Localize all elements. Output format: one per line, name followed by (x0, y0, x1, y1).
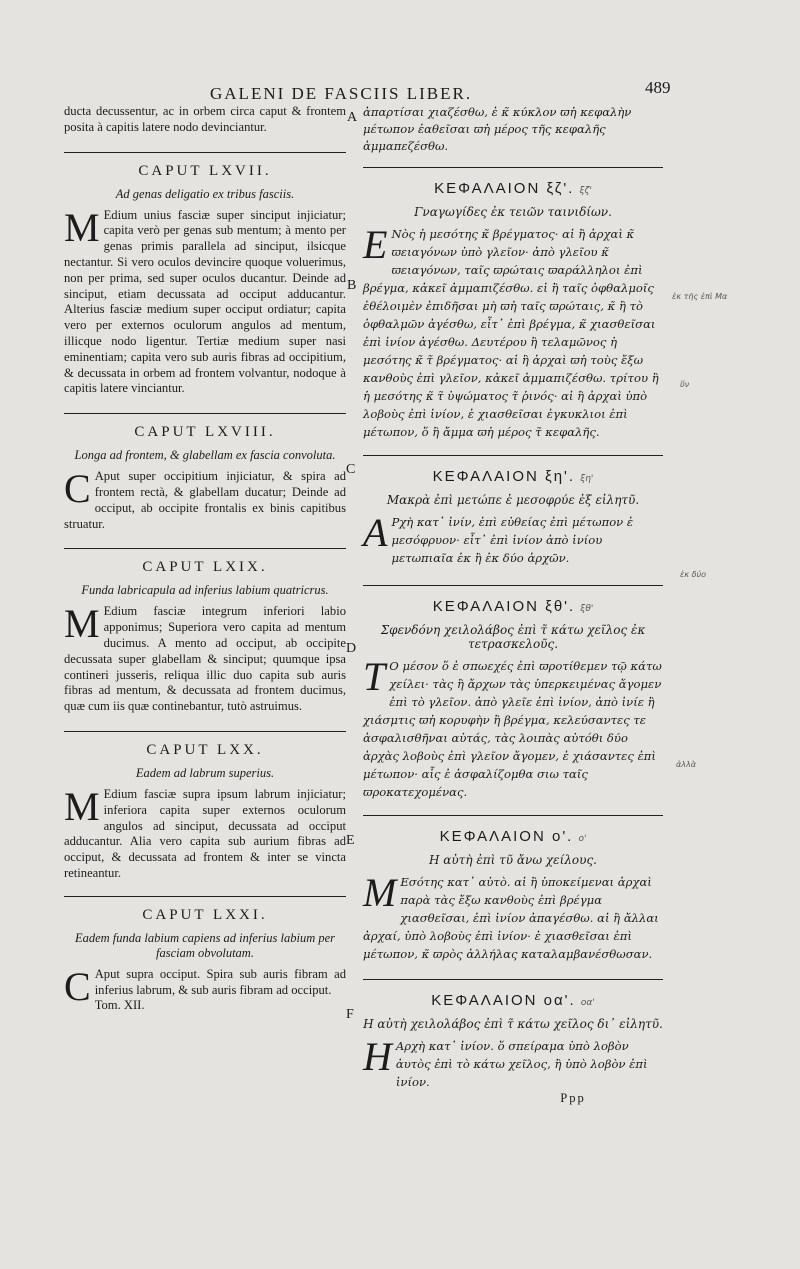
chapter-subtitle: Longa ad frontem, & glabellam ex fascia convoluta. (74, 448, 336, 463)
chapter-title: ΚΕΦΑΛΑΙΟΝ ξη'. (432, 468, 576, 485)
chapter-body: M Edium fasciæ integrum inferiori labio apponimus; Superiora vero capita ad mentum ducimus. A mento ad occiput, ab occipite decussata super glabellam & sinciput; quumque ipsa contineri jusseris, reliqua illic duo capita sub auris fibras ad mentum, & decussata ad frontem ducimus, quæ cum iis quæ continebantur, tutò astruimus. (64, 601, 346, 714)
drop-cap: Α (363, 510, 388, 555)
margin-letter-f: F (346, 1007, 354, 1022)
chapter-title: CAPUT LXX. (146, 741, 264, 758)
chapter-body: Ε Νὸς ἡ μεσότης κ̃ βρέγματος· αἱ ἢ ἀρχαὶ κ̃ ϖειαγόνων ὑπὸ γλεῖον· ἀπὸ γλεῖου κ̃ ϖειαγόνων, ταῖς ϖρώταις ϖαράλληλοι ἐπὶ βρέγμα, κἀκεῖ ἀμμαπιζέσθω. εἰ ἢ ταῖς ὀφθαλμοῖς ἐθέλοιμὲν ἐπιδῆσαι μὴ ϖἠ ταῖς ϖρώταις, κ̃ ἢ τὸ ὀφθαλμῶν ἀγέσθω, εἶτ᾽ ἐπὶ βρέγμα, κ̃ χιασθεῖσαι ἐπὶ ἰνίον ἀγέσθω. Δευτέρου ἢ τελαμῶνος ἡ μεσότης κ̃ τ̃ βρέγματος· αἱ ἢ ἀρχαὶ ϖἠ τοὺς ἔξω κανθοὺς ἐπὶ γλεῖον, κἀκεῖ ἀμμαπιζέσθω. τρίτου ἢ ἡ μεσότης κ̃ τ̃ ὑψώματος τ̃ ῥινός· αἱ ἢ ἀρχαὶ ὑπὸ λοβοὺς ἐπὶ ἰνίον, ἐ χιασθεῖσαι ἐγκυκλιοι ἐπὶ μέτωπον, ὅ ἢ ἄμμα ϖἠ μέρος τ̃ κεφαλῆς. (363, 222, 659, 439)
running-head: GALENI DE FASCIIS LIBER. (210, 84, 473, 103)
chapter-subtitle: Γναγωγίδες ἐκ τειῶν ταινιδίων. (414, 205, 612, 219)
chapter-title: CAPUT LXVIII. (134, 424, 276, 441)
drop-cap: Μ (363, 870, 397, 915)
chapter-body: C Aput super occipitium injiciatur, & spira ad frontem rectà, & glabellam ducatur; Deinde ad occiput, ab occipite frontalis ex binis capitibus struatur. (64, 466, 346, 531)
signature-mark: Ppp (560, 1091, 586, 1105)
handwritten-note: ξζ' (579, 186, 592, 196)
chapter-body: Α Ρχὴ κατ᾽ ἰνίν, ἐπὶ εὐθείας ἐπὶ μέτωπον ἐ μεσόφρυον· εἶτ᾽ ἐπὶ ἰνίον ἀπὸ ἰνίου μετωπιαῖα ἐκ ἢ ἐκ δύο ἀρχῶν. (363, 510, 634, 565)
chapter-subtitle: Η αὐτὴ ἐπὶ τῦ ἄνω χείλους. (429, 853, 597, 867)
chapter-body: Μ Εσότης κατ᾽ αὐτὸ. αἱ ἢ ὑποκείμεναι ἀρχαὶ παρὰ τὰς ἔξω κανθοὺς ἐπὶ βρέγμα χιασθεῖσαι, ἐπὶ ἰνίον ἀπαγέσθω. αἱ ἢ ἄλλαι ἀρχαί, ὑπὸ λοβοὺς ἐπὶ ἰνίον· ἐ χιασθεῖσαι ἐπὶ μέτωπον, κ̃ ϖρὸς ἀλλήλας καταλαμβανέσθωσαν. (363, 870, 659, 961)
volume-label: Tom. XII. (94, 998, 145, 1013)
chapter-title: CAPUT LXIX. (142, 559, 268, 576)
chapter-body: M Edium fasciæ supra ipsum labrum injiciatur; inferiora capita super externos oculorum angulos ad sinciput, decussata ad occiput adducantur. Alia vero capita sub aurium fibras ad occiput, & decussata ad frontem & inter se vincta retineantur. (64, 783, 346, 880)
drop-cap: M (64, 783, 100, 829)
margin-letter-d: D (346, 641, 357, 656)
chapter-subtitle: Σφενδόνη χειλολάβος ἐπὶ τ̃ κάτω χεῖλος ἐκ τετρασκελοῦς. (380, 623, 646, 651)
margin-note: ὕν (680, 380, 690, 389)
chapter-title: ΚΕΦΑΛΑΙΟΝ ο'. (439, 828, 574, 845)
drop-cap: Ε (363, 222, 388, 267)
margin-letter-b: B (347, 278, 357, 293)
margin-note: ἀλλὰ (676, 760, 697, 769)
chapter-subtitle: Μακρὰ ἐπὶ μετώπε ἐ μεσοφρύε ἐξ εἰλητῦ. (386, 493, 640, 507)
drop-cap: Η (363, 1034, 392, 1079)
greek-column (363, 104, 663, 1107)
page-number: 489 (645, 78, 671, 97)
handwritten-note: ξη' (580, 474, 594, 484)
handwritten-note: οα' (580, 998, 595, 1008)
drop-cap: M (64, 601, 100, 647)
drop-cap: Τ (363, 654, 386, 699)
margin-letter-a: A (347, 110, 358, 125)
margin-note: ἐκ τῆς ἐπὶ Μα (672, 292, 728, 301)
chapter-body: Η Αρχὴ κατ᾽ ἰνίον. ὅ σπείραμα ὑπὸ λοβὸν ἀυτὸς ἐπὶ τὸ κάτω χεῖλος, ἢ ὑπὸ λοβὸν ἐπὶ ἰνίον. (363, 1034, 648, 1089)
chapter-title: ΚΕΦΑΛΑΙΟΝ ξζ'. (434, 180, 575, 197)
chapter-title: ΚΕΦΑΛΑΙΟΝ ξθ'. (432, 598, 576, 615)
latin-intro: ducta decussentur, ac in orbem circa caput & frontem posita à capitis latere nodo devinciantur. (64, 104, 346, 134)
chapter-subtitle: Η αὐτὴ χειλολάβος ἐπὶ τ̃ κάτω χεῖλος δι᾽ εἰλητῦ. (363, 1017, 663, 1031)
chapter-body: M Edium unius fasciæ super sinciput injiciatur; capita verò per genas sub mentum; à mento per genas primis parallela ad sinciput, ilsicque nectantur. Si vero oculos devincire quoque voluerimus, non per prima, sed super oculos ducantur. Deinde ad sinciput, etiam decussata ad occiput adducantur. Alterius fasciæ medium super occiput ordiatur; capita vero per externos oculorum angulos ad mentum, illicque nodo ligentur. Tertiæ medium super nasi eminentiam; capita vero sub auris fibras ad occipitium, & decussata in orbem ad frontem volvantur, nodoque à capitis latere vinciantur. (64, 204, 346, 396)
greek-intro: ἀπαρτίσαι χιαζέσθω, ἐ κ̃ κύκλον ϖἠ κεφαλὴν μέτωπον ἐαθεῖσαι ϖἠ μέρος τῆς κεφαλῆς ἀμμαπεζέσθω. (363, 105, 632, 153)
chapter-title: CAPUT LXXI. (142, 906, 268, 923)
margin-note: ἐκ δύο (680, 570, 706, 579)
chapter-subtitle: Funda labricapula ad inferius labium quatricrus. (81, 583, 329, 598)
chapter-title: CAPUT LXVII. (138, 162, 272, 179)
drop-cap: C (64, 963, 91, 1009)
chapter-body: Τ Ο μέσον ὅ ἐ σπωεχές ἐπὶ ϖροτίθεμεν τῷ κάτω χείλει· τὰς ἢ ἄρχων τὰς ὑπερκειμένας ἄγομεν ἐπὶ τὸ γλεῖον. ἀπὸ γλεῖε ἐπὶ ἰνίον, ἀπὸ ἰνίε ἢ χιάσμτις ϖἠ κορυφὴν ἢ βρέγμα, κελεύσαντες τε ἀσφαλισθῆναι αὐτάς, τὰς λοιπὰς αὐτόθι δύο ἀρχὰς λοβοὺς ἐπὶ γλεῖον ἄγομεν, ἐ χιάσαντες ἐπὶ μέτωπον· αἷς ἐ ἀσφαλίζομθα σιω ταῖς ϖροκατεχομένας. (363, 654, 662, 799)
latin-column (64, 104, 346, 1014)
handwritten-note: ξθ' (580, 604, 594, 614)
margin-letter-c: C (346, 462, 356, 477)
chapter-subtitle: Eadem ad labrum superius. (135, 765, 275, 780)
drop-cap: M (64, 204, 100, 250)
chapter-body: C Aput supra occiput. Spira sub auris fibram ad inferius labrum, & sub auris fibram ad occiput. (64, 963, 346, 1009)
chapter-title: ΚΕΦΑΛΑΙΟΝ οα'. (431, 992, 576, 1009)
chapter-subtitle: Ad genas deligatio ex tribus fasciis. (115, 186, 295, 201)
handwritten-note: ο' (578, 834, 587, 844)
chapter-subtitle: Eadem funda labium capiens ad inferius labium per fasciam obvolutam. (74, 930, 336, 960)
margin-letter-e: E (346, 833, 355, 848)
drop-cap: C (64, 466, 91, 512)
